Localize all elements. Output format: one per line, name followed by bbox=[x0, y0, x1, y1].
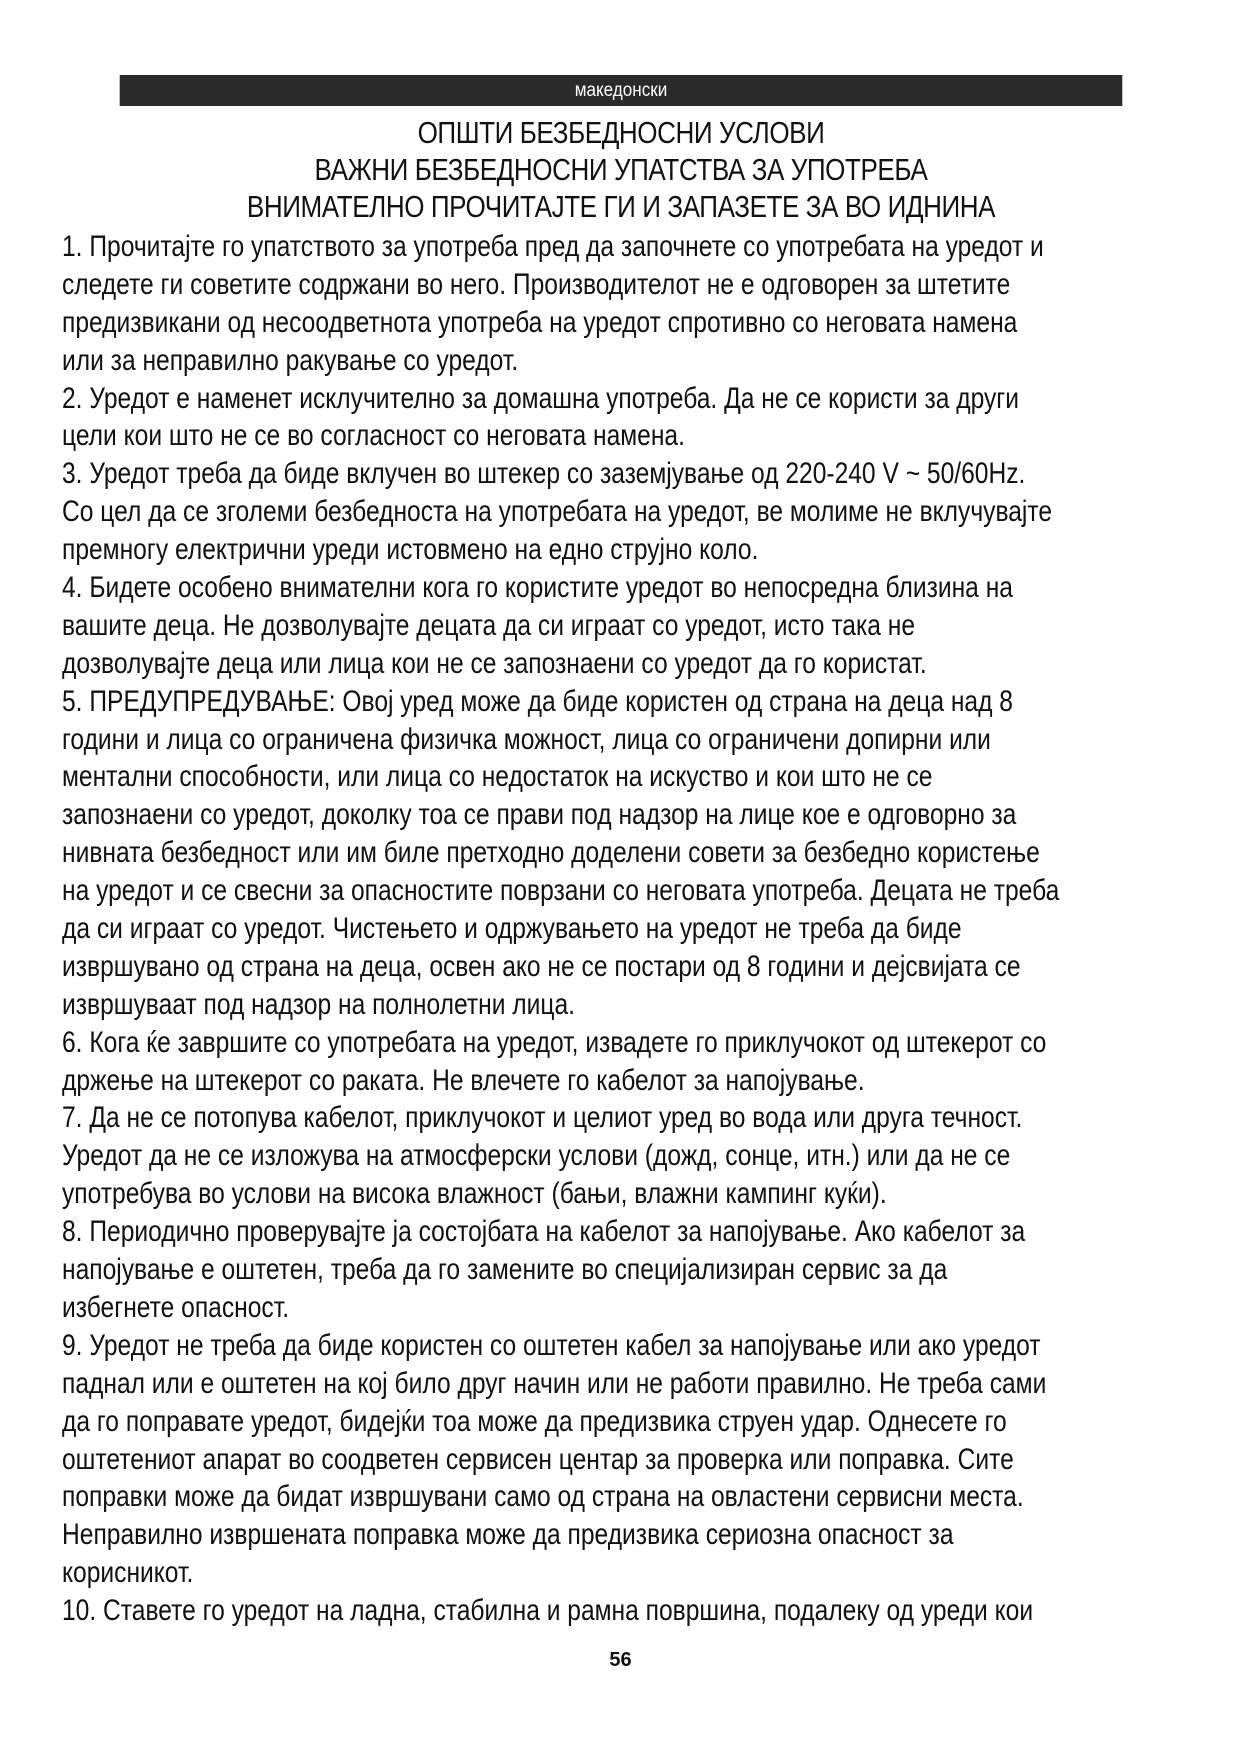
body-line: ментални способности, или лица со недостаток на искуство и кои што не се bbox=[62, 760, 933, 794]
body-line: извршуваат под надзор на полнолетни лица. bbox=[62, 987, 575, 1021]
body-line: години и лица со ограничена физичка можност, лица со ограничени допирни или bbox=[62, 722, 991, 756]
heading-read-and-keep: ВНИМАТЕЛНО ПРОЧИТАЈТЕ ГИ И ЗАПАЗЕТЕ ЗА ВО ИДНИНА bbox=[246, 189, 996, 224]
body-line: 2. Уредот е наменет исклучително за домашна употреба. Да не се користи за други bbox=[62, 381, 1020, 415]
body-line: следете ги советите содржани во него. Производителот не е одговорен за штетите bbox=[62, 267, 1011, 301]
page-number: 56 bbox=[609, 1649, 632, 1671]
body-line: 5. ПРЕДУПРЕДУВАЊЕ: Овој уред може да биде користен од страна на деца над 8 bbox=[62, 684, 1013, 718]
body-line: вашите деца. Не дозволувајте децата да си играат со уредот, исто така не bbox=[62, 608, 916, 642]
body-line: напојување е оштетен, треба да го замените во специјализиран сервис за да bbox=[62, 1253, 948, 1287]
body-line: 4. Бидете особено внимателни кога го користите уредот во непосредна близина на bbox=[62, 571, 1013, 605]
heading-important-instructions: ВАЖНИ БЕЗБЕДНОСНИ УПАТСТВА ЗА УПОТРЕБА bbox=[314, 152, 928, 187]
instructions-body bbox=[62, 228, 1178, 1630]
body-line: дозволувајте деца или лица кои не се запознаени со уредот да го користат. bbox=[62, 646, 927, 680]
body-line: 9. Уредот не треба да биде користен со оштетен кабел за напојување или ако уредот bbox=[62, 1328, 1041, 1362]
body-line: Уредот да не се изложува на атмосферски услови (дожд, сонце, итн.) или да не се bbox=[62, 1139, 1011, 1173]
body-line: 10. Ставете го уредот на ладна, стабилна и рамна површина, подалеку од уреди кои bbox=[62, 1594, 1034, 1628]
body-line: оштетениот апарат во соодветен сервисен центар за проверка или поправка. Сите bbox=[62, 1442, 1014, 1476]
body-line: 1. Прочитајте го упатството за употреба пред да започнете со употребата на уредот и bbox=[62, 230, 1044, 263]
body-line: предизвикани од несоодветнота употреба на уредот спротивно со неговата намена bbox=[62, 305, 1018, 339]
body-line: 3. Уредот треба да биде вклучен во штекер со заземјување од 220-240 V ~ 50/60Hz. bbox=[62, 457, 1026, 491]
body-line: на уредот и се свесни за опасностите поврзани со неговата употреба. Децата не треба bbox=[62, 874, 1060, 908]
body-line: премногу електрични уреди истовмено на едно струјно коло. bbox=[62, 533, 759, 567]
body-line: да си играат со уредот. Чистењето и одржувањето на уредот не треба да биде bbox=[62, 912, 962, 946]
section-headings bbox=[64, 114, 1178, 225]
language-label: македонски bbox=[574, 80, 668, 101]
body-line: корисникот. bbox=[62, 1556, 194, 1590]
body-line: 8. Периодично проверувајте ја состојбата на кабелот за напојување. Ако кабелот за bbox=[62, 1215, 1026, 1249]
language-header-bar bbox=[120, 75, 1123, 106]
body-line: запознаени со уредот, доколку тоа се прави под надзор на лице кое е одговорно за bbox=[62, 798, 1017, 832]
body-line: паднал или е оштетен на кој било друг начин или не работи правилно. Не треба сами bbox=[62, 1366, 1047, 1400]
body-line: поправки може да бидат извршувани само од страна на овластени сервисни места. bbox=[62, 1480, 1024, 1514]
body-line: Неправилно извршената поправка може да предизвика сериозна опасност за bbox=[62, 1518, 954, 1552]
body-line: нивната безбедност или им биле претходно доделени совети за безбедно користење bbox=[62, 836, 1040, 870]
heading-general-safety: ОПШТИ БЕЗБЕДНОСНИ УСЛОВИ bbox=[417, 115, 825, 150]
body-line: држење на штекерот со раката. Не влечете го кабелот за напојување. bbox=[62, 1063, 865, 1097]
body-line: Со цел да се зголеми безбедноста на употребата на уредот, ве молиме не вклучувајте bbox=[62, 495, 1053, 529]
body-line: цели кои што не се во согласност со неговата намена. bbox=[62, 419, 685, 453]
body-line: или за неправилно ракување со уредот. bbox=[62, 343, 519, 377]
body-line: 7. Да не се потопува кабелот, приклучокот и целиот уред во вода или друга течност. bbox=[62, 1101, 1023, 1135]
body-line: да го поправате уредот, бидејќи тоа може да предизвика струен удар. Однесете го bbox=[62, 1404, 1007, 1438]
body-line: избегнете опасност. bbox=[62, 1290, 290, 1324]
body-line: извршувано од страна на деца, освен ако не се постари од 8 години и дејсвијата се bbox=[62, 949, 1021, 983]
body-line: употребува во услови на висока влажност (бањи, влажни кампинг куќи). bbox=[62, 1177, 887, 1211]
body-line: 6. Кога ќе завршите со употребата на уредот, извадете го приклучокот од штекерот со bbox=[62, 1025, 1047, 1059]
